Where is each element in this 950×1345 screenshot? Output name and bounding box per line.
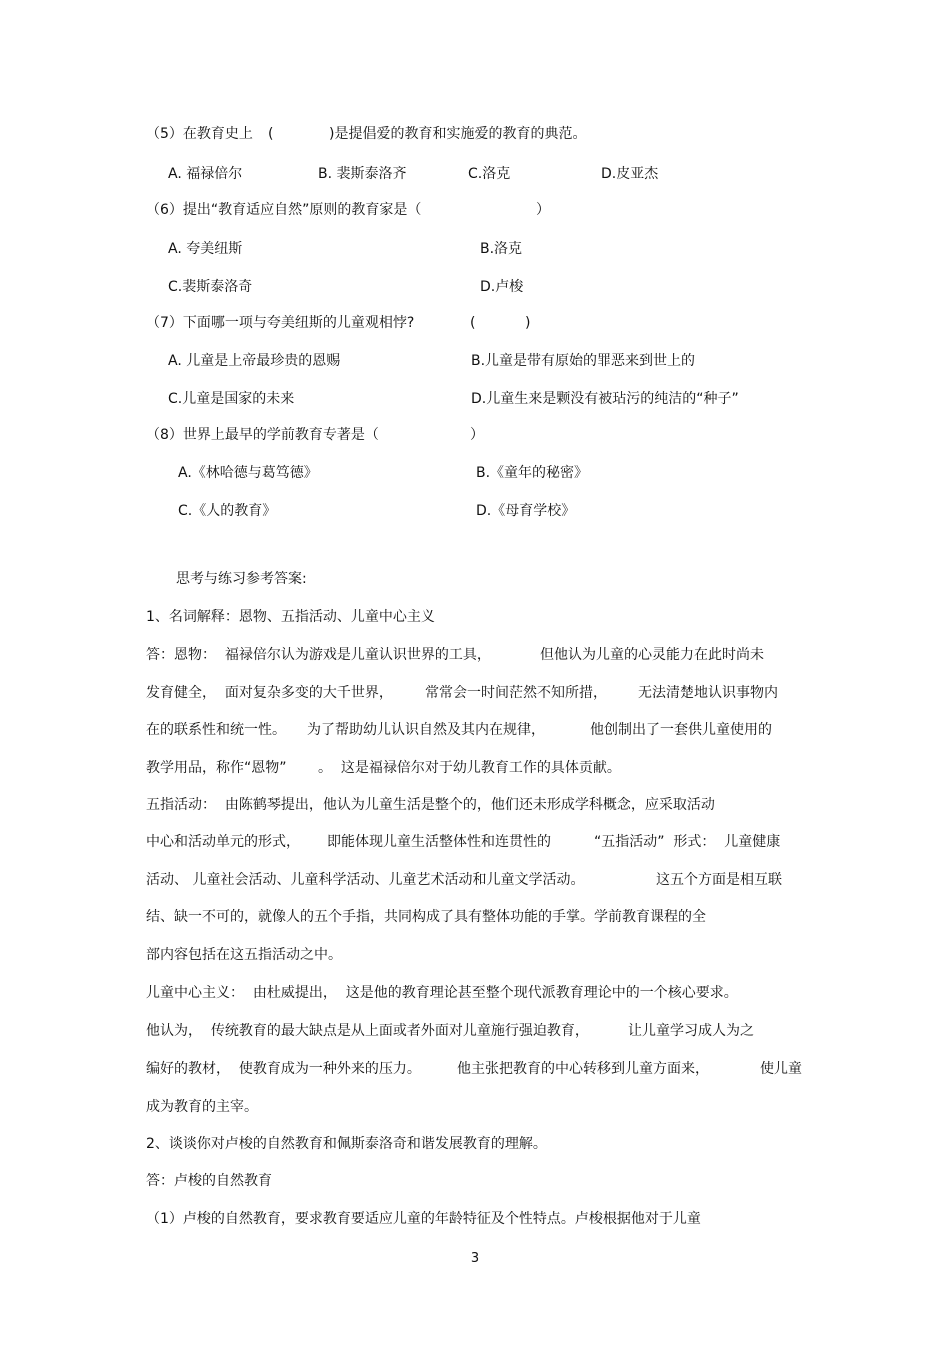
q7-stem: （7）下面哪一项与夸美纽斯的儿童观相悖? <box>146 315 415 331</box>
q7-paren-close: ) <box>525 315 531 331</box>
q8-option-d: D.《母育学校》 <box>476 503 576 519</box>
q6-option-b: B.洛克 <box>480 241 523 257</box>
q7-option-c: C.儿童是国家的未来 <box>168 391 295 407</box>
q8-option-c: C.《人的教育》 <box>178 503 277 519</box>
q5-option-d: D.皮亚杰 <box>601 166 659 182</box>
answer-item2-title: 2、谈谈你对卢梭的自然教育和佩斯泰洛奇和谐发展教育的理解。 <box>146 1136 547 1152</box>
page-number: 3 <box>470 1251 480 1266</box>
wuzhi-line5: 部内容包括在这五指活动之中。 <box>146 947 342 963</box>
ertong-line3-part3: 使儿童 <box>760 1061 802 1077</box>
wuzhi-line3-part2: 这五个方面是相互联 <box>656 872 782 888</box>
q7-option-d: D.儿童生来是颗没有被玷污的纯洁的“种子” <box>471 391 739 407</box>
ertong-line3-part2: 他主张把教育的中心转移到儿童方面来， <box>457 1061 709 1077</box>
q5-option-b: B. 裴斯泰洛齐 <box>318 166 407 182</box>
enwu-line2-part2: 常常会一时间茫然不知所措， <box>425 685 607 701</box>
wuzhi-line2-part3: “五指活动” 形式： 儿童健康 <box>594 834 781 850</box>
wuzhi-line2-part2: 即能体现儿童生活整体性和连贯性的 <box>327 834 551 850</box>
q8-option-b: B.《童年的秘密》 <box>476 465 589 481</box>
q5-stem-tail: )是提倡爱的教育和实施爱的教育的典范。 <box>329 126 587 142</box>
wuzhi-line1: 五指活动： 由陈鹤琴提出，他认为儿童生活是整个的，他们还未形成学科概念，应采取活动 <box>146 797 715 813</box>
q7-paren-open: ( <box>470 315 476 331</box>
q5-paren-open: ( <box>268 126 274 142</box>
answer-item1-title: 1、名词解释：恩物、五指活动、儿童中心主义 <box>146 609 435 625</box>
q6-stem: （6）提出“教育适应自然”原则的教育家是（ <box>146 202 422 218</box>
enwu-line1-part2: 但他认为儿童的心灵能力在此时尚未 <box>540 647 764 663</box>
q8-option-a: A.《林哈德与葛笃德》 <box>178 465 318 481</box>
ertong-line4: 成为教育的主宰。 <box>146 1099 258 1115</box>
q6-option-c: C.裴斯泰洛奇 <box>168 279 253 295</box>
q6-option-d: D.卢梭 <box>480 279 524 295</box>
enwu-line2-part1: 发育健全， 面对复杂多变的大千世界， <box>146 685 393 701</box>
ertong-line3-part1: 编好的教材， 使教育成为一种外来的压力。 <box>146 1061 421 1077</box>
q5-option-a: A. 福禄倍尔 <box>168 166 243 182</box>
ertong-line2-part1: 他认为， 传统教育的最大缺点是从上面或者外面对儿童施行强迫教育， <box>146 1023 589 1039</box>
answer-item2-answer: 答：卢梭的自然教育 <box>146 1173 272 1189</box>
q5-option-c: C.洛克 <box>468 166 511 182</box>
answer-item2-point1: （1）卢梭的自然教育，要求教育要适应儿童的年龄特征及个性特点。卢梭根据他对于儿童 <box>146 1211 701 1227</box>
wuzhi-line4: 结、缺一不可的，就像人的五个手指，共同构成了具有整体功能的手掌。学前教育课程的全 <box>146 909 706 925</box>
q5-stem <box>146 124 253 144</box>
ertong-line1: 儿童中心主义： 由杜威提出， 这是他的教育理论甚至整个现代派教育理论中的一个核心要求。 <box>146 985 738 1001</box>
enwu-line2-part3: 无法清楚地认识事物内 <box>638 685 778 701</box>
enwu-line1-part1: 答：恩物： 福禄倍尔认为游戏是儿童认识世界的工具， <box>146 647 491 663</box>
enwu-line4-part2: 。 这是福禄倍尔对于幼儿教育工作的具体贡献。 <box>318 760 621 776</box>
wuzhi-line3-part1: 活动、 儿童社会活动、儿童科学活动、儿童艺术活动和儿童文学活动。 <box>146 872 585 888</box>
q6-option-a: A. 夸美纽斯 <box>168 241 243 257</box>
enwu-line3-part1: 在的联系性和统一性。 <box>146 722 286 738</box>
q7-option-b: B.儿童是带有原始的罪恶来到世上的 <box>471 353 696 369</box>
ertong-line2-part2: 让儿童学习成人为之 <box>628 1023 754 1039</box>
enwu-line4-part1: 教学用品，称作“恩物” <box>146 760 287 776</box>
q8-paren-close: ） <box>470 427 484 443</box>
q8-stem: （8）世界上最早的学前教育专著是（ <box>146 427 379 443</box>
wuzhi-line2-part1: 中心和活动单元的形式， <box>146 834 300 850</box>
enwu-line3-part2: 为了帮助幼儿认识自然及其内在规律， <box>307 722 545 738</box>
q7-option-a: A. 儿童是上帝最珍贵的恩赐 <box>168 353 341 369</box>
answers-heading: 思考与练习参考答案: <box>176 571 307 587</box>
enwu-line3-part3: 他创制出了一套供儿童使用的 <box>590 722 772 738</box>
q6-paren-close: ） <box>536 202 550 218</box>
q5-stem-text: （5）在教育史上 <box>146 126 253 142</box>
